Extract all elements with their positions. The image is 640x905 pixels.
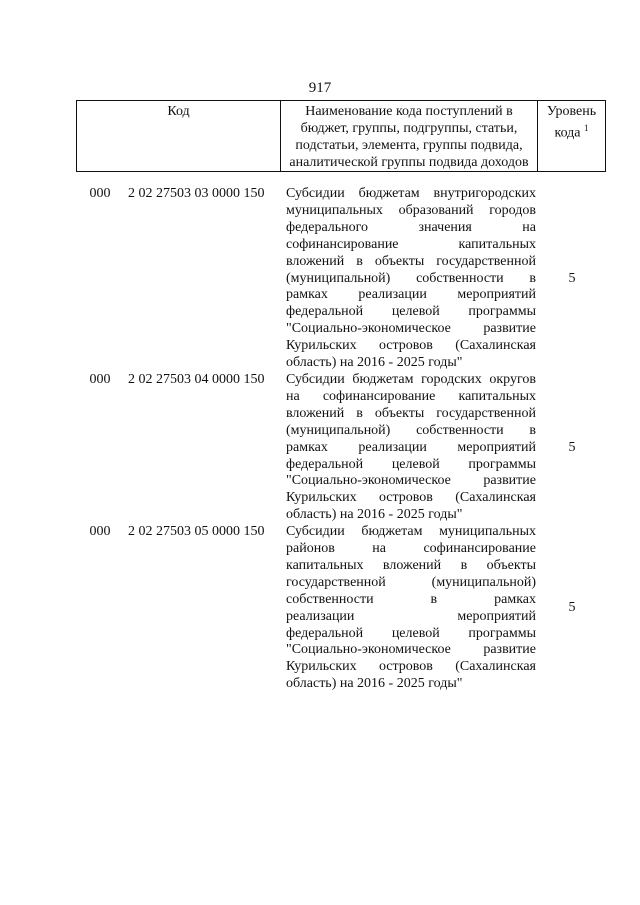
admin-code: 000 — [89, 524, 111, 540]
income-name-line: федеральной целевой программы — [286, 304, 536, 320]
table-row — [76, 524, 606, 693]
header-name-line: подстатьи, элемента, группы подвида, — [295, 138, 523, 153]
income-name-line: рамках реализации мероприятий — [286, 287, 536, 303]
table-row — [76, 372, 606, 524]
income-name — [280, 524, 538, 693]
income-name-line: (муниципальной) собственности в — [286, 422, 536, 438]
page-number: 917 — [308, 80, 332, 96]
code-level-value: 5 — [568, 600, 576, 616]
income-name-line: капитальных вложений в объекты — [286, 557, 536, 573]
header-level — [538, 101, 606, 171]
income-name-line: реализации мероприятий — [286, 608, 536, 624]
income-name-line: "Социально-экономическое развитие — [286, 321, 536, 337]
footnote-marker: 1 — [584, 123, 589, 133]
income-name-line: собственности в рамках — [286, 591, 536, 607]
income-name-line: софинансирование капитальных — [286, 236, 536, 252]
income-name-line: Субсидии бюджетам городских округов — [286, 371, 536, 387]
header-name-line: бюджет, группы, подгруппы, статьи, — [300, 121, 518, 136]
header-level-line1: Уровень — [546, 104, 597, 119]
income-name-line: Курильских островов (Сахалинская — [286, 659, 536, 675]
income-name — [280, 372, 538, 524]
income-name-line: Субсидии бюджетам внутригородских — [286, 186, 536, 201]
header-code: Код — [76, 101, 280, 171]
admin-code: 000 — [89, 186, 111, 201]
income-name-line: Субсидии бюджетам муниципальных — [286, 524, 536, 540]
income-name-line: районов на софинансирование — [286, 541, 536, 557]
income-name-line: Курильских островов (Сахалинская — [286, 490, 536, 506]
income-name-line: рамках реализации мероприятий — [286, 439, 536, 455]
income-name-line: на софинансирование капитальных — [286, 388, 536, 404]
income-name-line: федеральной целевой программы — [286, 625, 536, 641]
table-body — [76, 186, 606, 693]
header-name-line: Наименование кода поступлений в — [305, 104, 513, 119]
income-name-line: "Социально-экономическое развитие — [286, 642, 536, 658]
table-row — [76, 186, 606, 372]
table-header — [76, 100, 606, 172]
income-name-line: вложений в объекты государственной — [286, 253, 536, 269]
income-name-line: федеральной целевой программы — [286, 456, 536, 472]
code-level — [538, 524, 606, 693]
code-level-value: 5 — [568, 270, 576, 286]
admin-code: 000 — [89, 371, 111, 387]
income-name-line: Курильских островов (Сахалинская — [286, 338, 536, 354]
income-name-line: вложений в объекты государственной — [286, 405, 536, 421]
code-level — [538, 372, 606, 524]
header-level-text: кода — [554, 125, 581, 141]
income-name — [280, 186, 538, 372]
income-name-line: муниципальных образований городов — [286, 202, 536, 218]
income-name-line: федерального значения на — [286, 219, 536, 235]
income-code: 2 02 27503 04 0000 150 — [128, 371, 265, 387]
income-name-line: область) на 2016 - 2025 годы" — [286, 507, 463, 523]
income-name-line: государственной (муниципальной) — [286, 574, 536, 590]
income-code: 2 02 27503 05 0000 150 — [128, 524, 265, 540]
income-name-line: область) на 2016 - 2025 годы" — [286, 355, 463, 371]
income-code: 2 02 27503 03 0000 150 — [128, 186, 265, 201]
income-name-line: (муниципальной) собственности в — [286, 270, 536, 286]
code-level-value: 5 — [568, 439, 576, 455]
income-name-line: область) на 2016 - 2025 годы" — [286, 676, 463, 692]
header-name — [280, 101, 538, 171]
header-level-line2 — [538, 120, 605, 142]
code-level — [538, 186, 606, 372]
income-name-line: "Социально-экономическое развитие — [286, 473, 536, 489]
header-name-line: аналитической группы подвида доходов — [289, 155, 529, 170]
